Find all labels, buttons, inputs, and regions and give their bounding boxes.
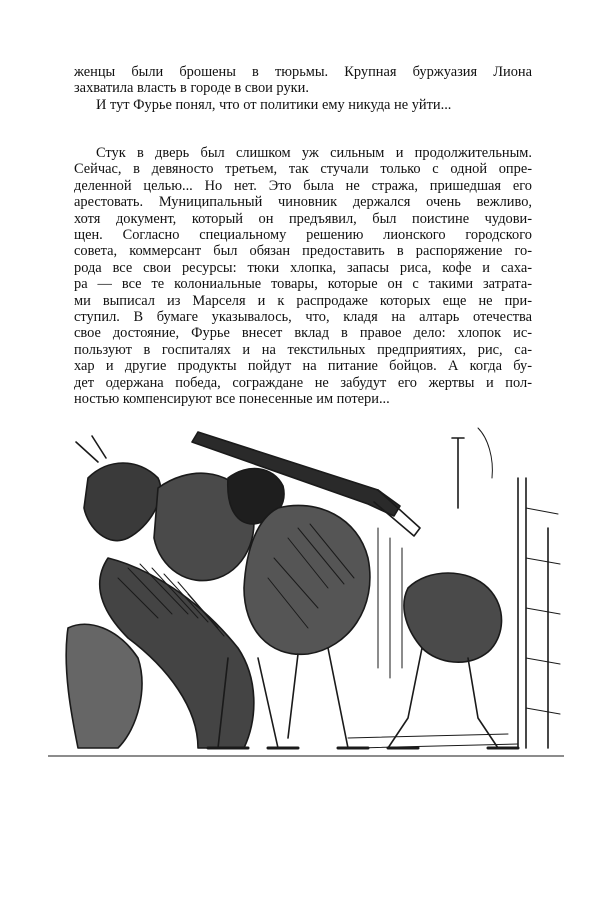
riot-scene-engraving-icon xyxy=(48,418,564,770)
text-line: ностью компенсируют все понесенные им потери... xyxy=(74,391,390,408)
text-line: совета, коммерсант был обязан предоставить в распоряжение го- xyxy=(74,243,532,260)
text-line: арестовать. Муниципальный чиновник держался очень вежливо, xyxy=(74,194,532,211)
text-line: щен. Согласно специальному решению лионского городского xyxy=(74,227,532,244)
closing-sentence: И тут Фурье понял, что от политики ему никуда не уйти... xyxy=(96,96,452,113)
riot-scene-illustration xyxy=(48,418,564,770)
text-line: хотя документ, который он предъявил, был поистине чудови- xyxy=(74,210,532,227)
text-line: ми выписал из Марселя и к распродаже которых еще не при- xyxy=(74,292,532,309)
top-paragraph xyxy=(74,64,532,113)
text-line: свое достояние, Фурье внесет вклад в правое дело: хлопок ис- xyxy=(74,325,532,342)
text-line: захватила власть в городе в свои руки. xyxy=(74,80,309,97)
text-line: деленной целью... Но нет. Это была не стража, пришедшая его xyxy=(74,177,532,194)
text-line: рода все свои ресурсы: тюки хлопка, запасы риса, кофе и саха- xyxy=(74,259,532,276)
text-line: ра — все те колониальные товары, которые он с такими затрата- xyxy=(74,276,532,293)
text-line: дет одержана победа, сограждане не забудут его жертвы и пол- xyxy=(74,374,532,391)
text-line: женцы были брошены в тюрьмы. Крупная буржуазия Лиона xyxy=(74,64,532,80)
text-line: пользуют в госпиталях и на текстильных предприятиях, рис, са- xyxy=(74,341,532,358)
text-line: Сейчас, в девяносто третьем, так стучали только с одной опре- xyxy=(74,161,532,178)
text-line: Стук в дверь был слишком уж сильным и продолжительным. xyxy=(96,145,532,161)
text-line: ступил. В бумаге указывалось, что, кладя на алтарь отечества xyxy=(74,309,532,326)
main-paragraph xyxy=(74,145,532,408)
text-line: хар и другие продукты пойдут на питание бойцов. А когда бу- xyxy=(74,358,532,375)
